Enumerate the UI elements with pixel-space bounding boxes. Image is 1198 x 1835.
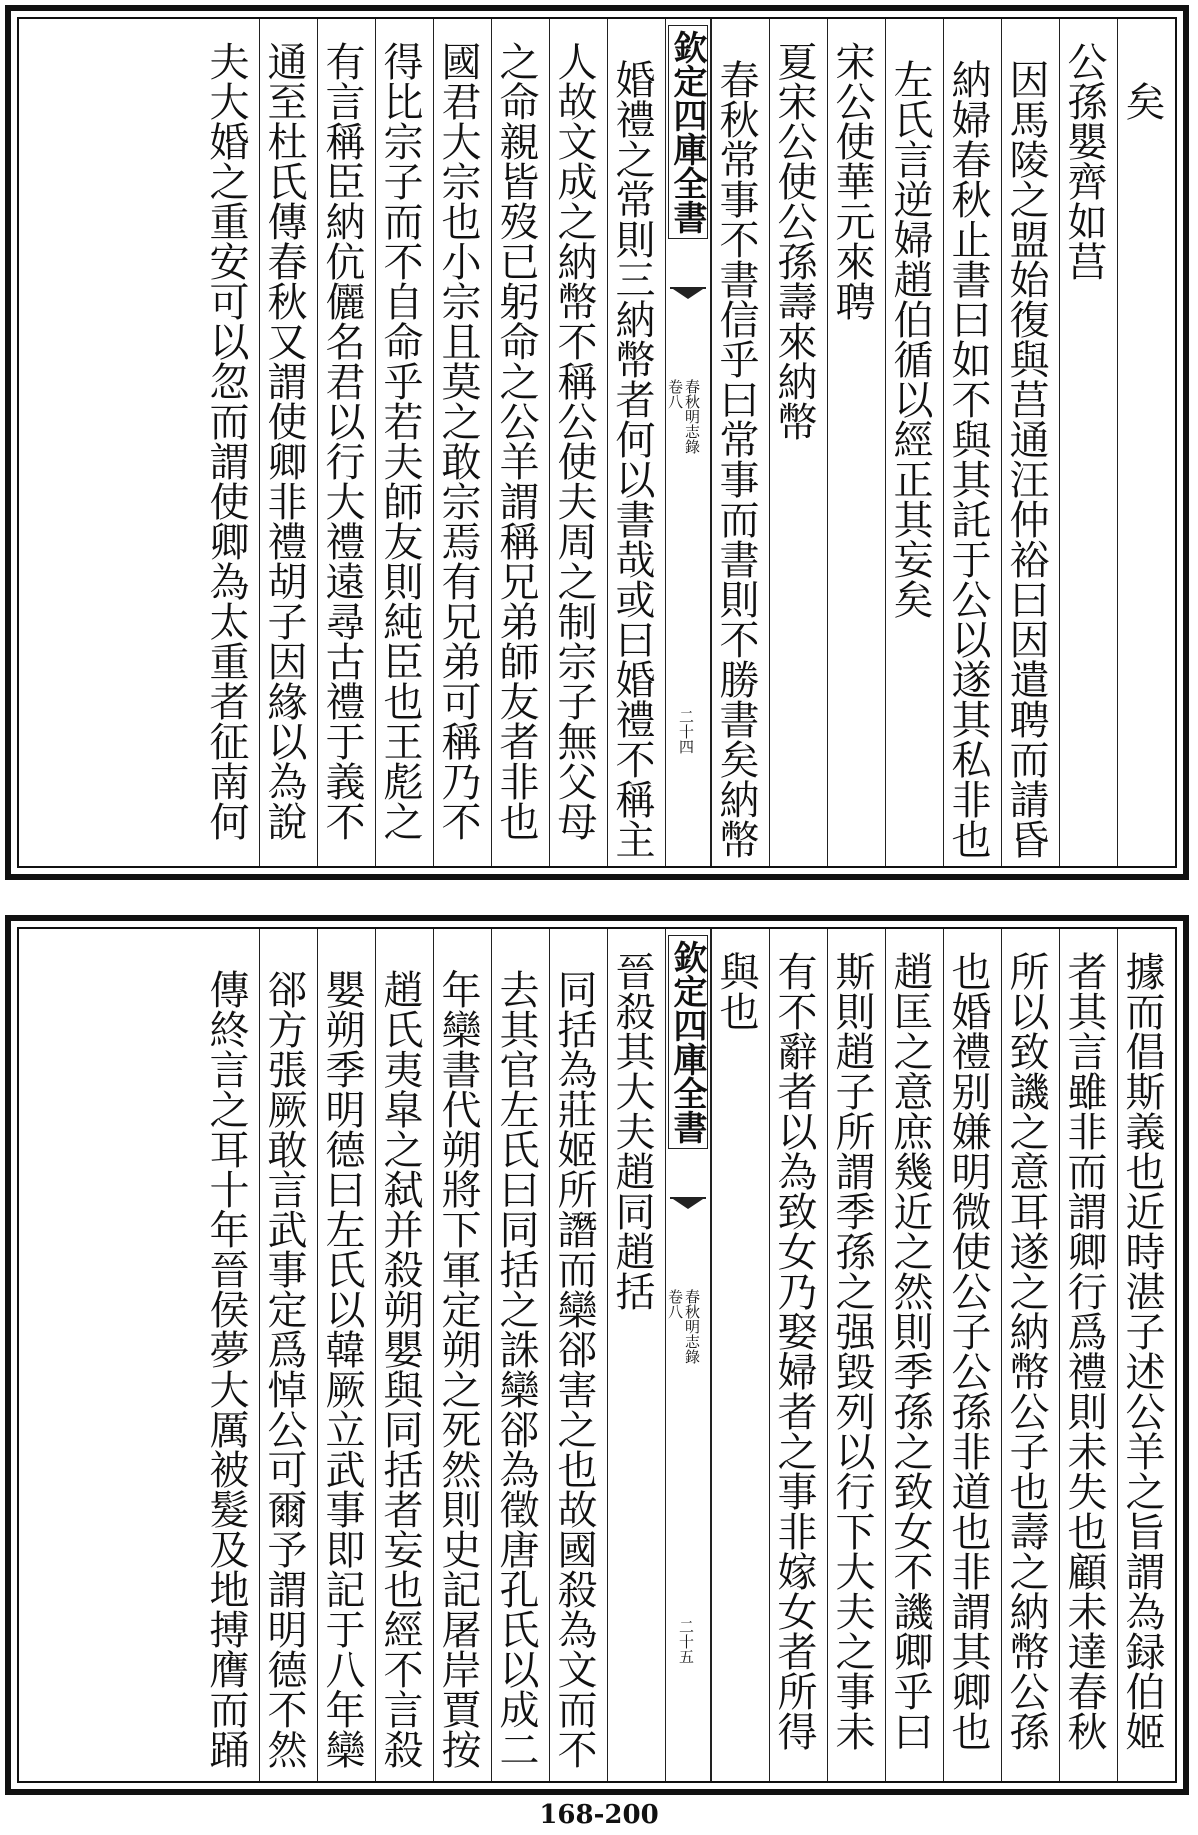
text-column: 春秋常事不書信乎曰常事而書則不勝書矣納幣 (711, 19, 769, 866)
bottom-page-inner (17, 927, 1177, 1783)
text-column: 斯則趙子所謂季孫之强毀列以行下大夫之事未 (827, 929, 885, 1781)
text-column: 人故文成之納幣不稱公使夫周之制宗子無父母 (549, 19, 607, 866)
text-column: 年欒書代朔將下軍定朔之死然則史記屠岸賈按 (433, 929, 491, 1781)
text-column: 去其官左氏曰同括之誅欒郤為徵唐孔氏以成二 (491, 929, 549, 1781)
text-column: 因馬陵之盟始復與莒通汪仲裕曰因遣聘而請昏 (1001, 19, 1059, 866)
bottom-page (5, 915, 1189, 1795)
page-number-footer: 168-200 (539, 1800, 659, 1830)
text-column: 矣 (1117, 19, 1175, 866)
text-column: 也婚禮别嫌明微使公子公孫非道也非謂其卿也 (943, 929, 1001, 1781)
text-column: 國君大宗也小宗且莫之敢宗焉有兄弟可稱乃不 (433, 19, 491, 866)
text-column: 郤方張厥敢言武事定爲悼公可爾予謂明德不然 (259, 929, 317, 1781)
text-column: 之命親皆歿已躬命之公羊謂稱兄弟師友者非也 (491, 19, 549, 866)
text-column: 夏宋公使公孫壽來納幣 (769, 19, 827, 866)
text-column: 同括為莊姬所譖而欒郤害之也故國殺為文而不 (549, 929, 607, 1781)
text-column: 得比宗子而不自命乎若夫師友則純臣也王彪之 (375, 19, 433, 866)
text-column: 趙氏夷皐之弑并殺朔嬰與同括者妄也經不言殺 (375, 929, 433, 1781)
text-column: 傳終言之耳十年晉侯夢大厲被髮及地搏膺而踊 (203, 969, 249, 1769)
book-title: 春秋明志錄 (683, 1289, 701, 1364)
folio-number: 二十四 (677, 709, 695, 754)
volume-label: 卷八 (666, 1289, 684, 1319)
text-column: 據而倡斯義也近時湛子述公羊之旨謂為録伯姬 (1117, 929, 1175, 1781)
text-column: 有不辭者以為致女乃娶婦者之事非嫁女者所得 (769, 929, 827, 1781)
text-column: 所以致譏之意耳遂之納幣公子也壽之納幣公孫 (1001, 929, 1059, 1781)
library-title: 欽定四庫全書 (668, 25, 708, 239)
folio-number: 二十五 (677, 1619, 695, 1664)
text-column: 者其言雖非而謂卿行爲禮則未失也顧未達春秋 (1059, 929, 1117, 1781)
text-column: 與也 (711, 929, 769, 1781)
fish-tail-mark (670, 287, 706, 311)
top-page (5, 5, 1189, 880)
center-fold (665, 929, 711, 1781)
text-column: 有言稱臣納伉儷名君以行大禮遠尋古禮于義不 (317, 19, 375, 866)
text-column: 婚禮之常則三納幣者何以書哉或曰婚禮不稱主 (607, 19, 665, 866)
text-column: 納婦春秋止書曰如不與其託于公以遂其私非也 (943, 19, 1001, 866)
text-column: 通至杜氏傳春秋又謂使卿非禮胡子因緣以為說 (259, 19, 317, 866)
library-title: 欽定四庫全書 (668, 935, 708, 1149)
volume-label: 卷八 (666, 379, 684, 409)
center-fold (665, 19, 711, 866)
text-column: 公孫嬰齊如莒 (1059, 19, 1117, 866)
book-title: 春秋明志錄 (683, 379, 701, 454)
text-column: 宋公使華元來聘 (827, 19, 885, 866)
text-column: 趙匡之意庶幾近之然則季孫之致女不譏卿乎曰 (885, 929, 943, 1781)
text-column: 晉殺其大夫趙同趙括 (607, 929, 665, 1781)
fish-tail-mark (670, 1197, 706, 1221)
text-column: 左氏言逆婦趙伯循以經正其妄矣 (885, 19, 943, 866)
text-column: 夫大婚之重安可以忽而謂使卿為太重者征南何 (203, 41, 249, 841)
text-column: 嬰朔季明德曰左氏以韓厥立武事即記于八年欒 (317, 929, 375, 1781)
top-page-inner (17, 17, 1177, 868)
